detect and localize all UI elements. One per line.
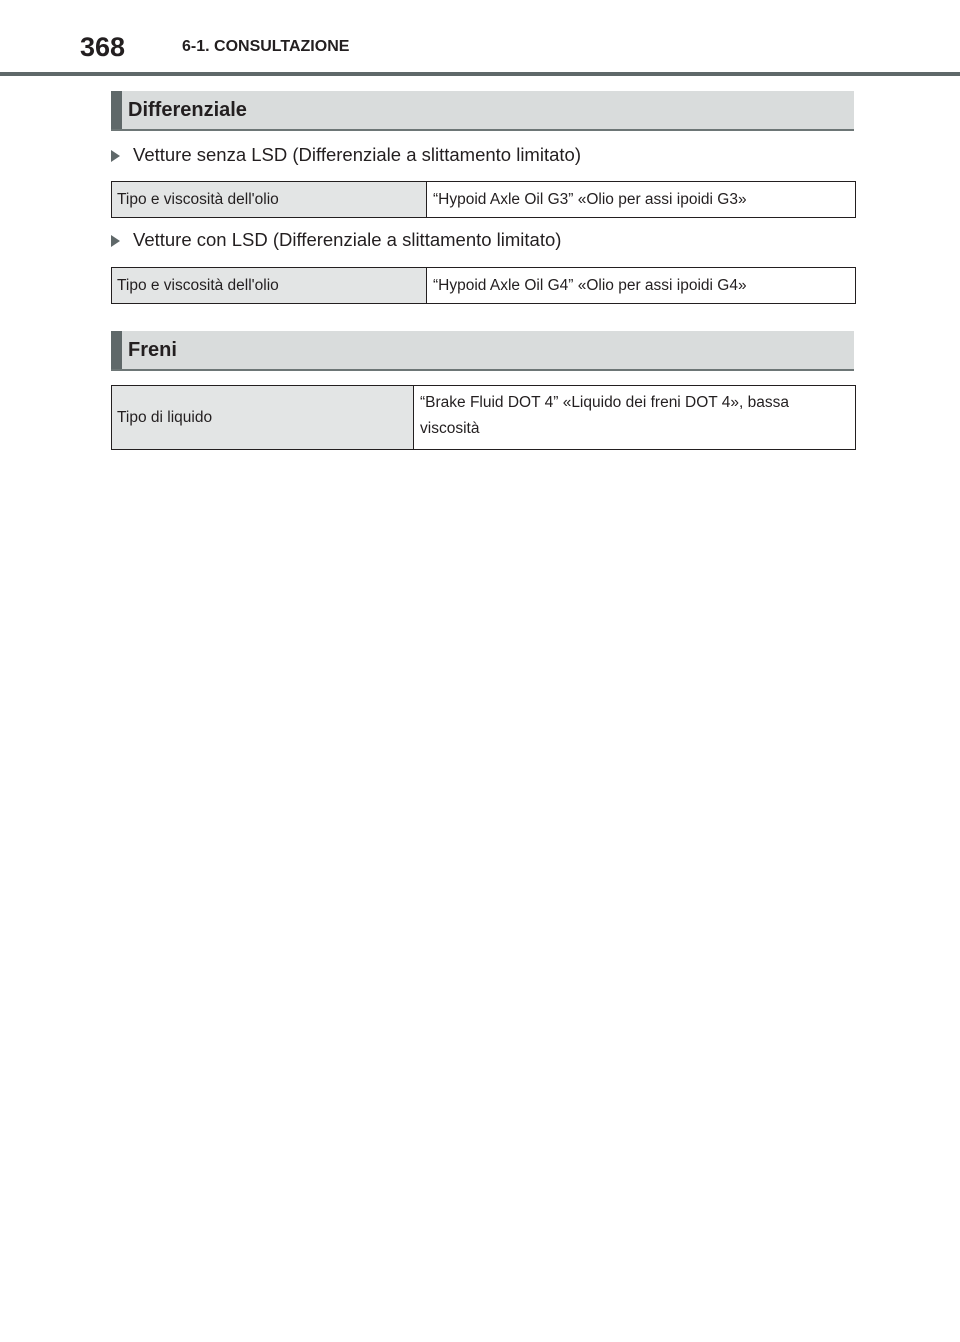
table-row [112, 386, 856, 450]
section-title: Freni [128, 339, 177, 361]
spec-label: Tipo e viscosità dell'olio [112, 182, 427, 218]
triangle-right-icon [111, 235, 120, 247]
section-accent-bar [111, 331, 122, 369]
spec-table-freni [111, 385, 856, 450]
table-row [112, 268, 856, 304]
spec-table-con-lsd [111, 267, 856, 304]
bullet-text: Vetture senza LSD (Differenziale a slittamento limitato) [133, 144, 581, 165]
header-divider [0, 72, 960, 76]
bullet-con-lsd [111, 228, 561, 252]
spec-value-line: viscosità [420, 420, 480, 437]
spec-table-senza-lsd [111, 181, 856, 218]
table-row [112, 182, 856, 218]
spec-label: Tipo e viscosità dell'olio [112, 268, 427, 304]
page-header [0, 0, 960, 76]
spec-label: Tipo di liquido [112, 386, 414, 450]
spec-value: “Hypoid Axle Oil G4” «Olio per assi ipoidi G4» [427, 268, 856, 304]
spec-value-line: “Brake Fluid DOT 4” «Liquido dei freni DOT 4», bassa [420, 394, 790, 411]
section-title: Differenziale [128, 99, 247, 121]
section-heading-freni [111, 331, 854, 371]
section-heading-differenziale [111, 91, 854, 131]
bullet-text: Vetture con LSD (Differenziale a slittamento limitato) [133, 229, 562, 250]
bullet-senza-lsd [111, 143, 581, 167]
section-accent-bar [111, 91, 122, 129]
chapter-title: 6-1. CONSULTAZIONE [182, 38, 350, 55]
page-number: 368 [80, 32, 126, 62]
triangle-right-icon [111, 150, 120, 162]
spec-value [414, 386, 856, 450]
spec-value: “Hypoid Axle Oil G3” «Olio per assi ipoidi G3» [427, 182, 856, 218]
